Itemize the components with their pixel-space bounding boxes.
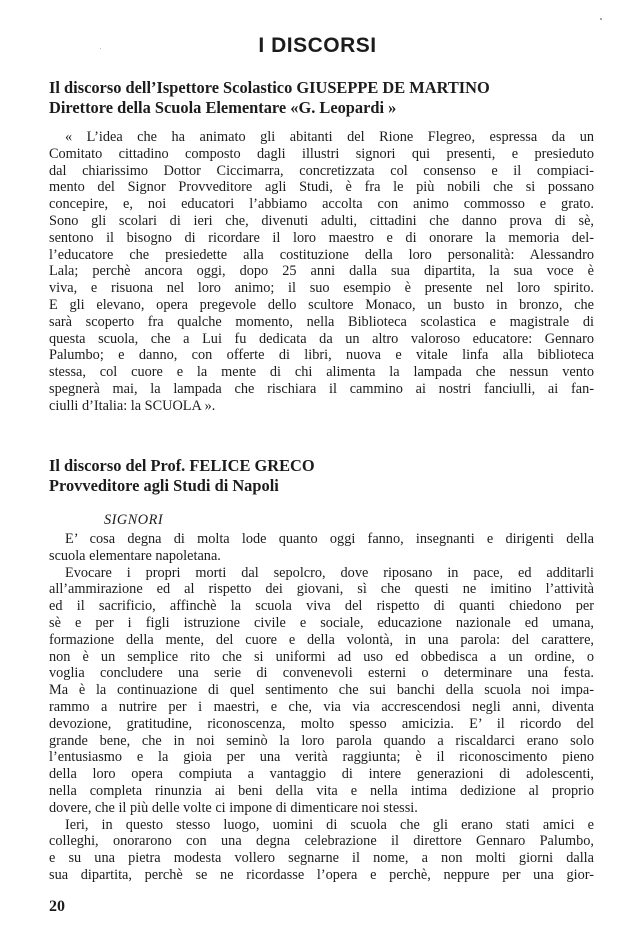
- section1-heading-line2: Direttore della Scuola Elementare «G. Leopardi »: [49, 98, 397, 117]
- paragraph-line: ciulli d’Italia: la SCUOLA ».: [49, 397, 216, 414]
- paragraph-line: voglia concludere una serie di convenevoli esterni o determinare una festa.: [49, 665, 594, 682]
- paragraph-line: viva, e risuona nel loro animo; il suo esempio è presente nel loro spirito.: [49, 280, 594, 297]
- salutation: SIGNORI: [104, 512, 164, 528]
- section2-body: [49, 531, 594, 884]
- paragraph-line: dal chiarissimo Dottor Ciccimarra, concretizzata col consenso e il compiaci-: [49, 162, 594, 179]
- scan-speck: [600, 18, 602, 20]
- paragraph-line: all’ammirazione ed al rispetto dei giovani, sì che questi ne imitino l’attività: [49, 581, 594, 598]
- section2-heading: [49, 456, 594, 496]
- paragraph-line: dovere, che il più delle volte ci impone di dimenticare noi stessi.: [49, 799, 418, 816]
- paragraph-line: Sono gli scolari di ieri che, divenuti adulti, cittadini che danno prova di sè,: [49, 212, 594, 229]
- paragraph-line: stessa, col cuore e la mente di chi alimenta la lampada che nessun vento: [49, 364, 594, 381]
- paragraph-line: Ieri, in questo stesso luogo, uomini di scuola che gli erano stati amici e: [65, 816, 594, 833]
- section1-body: [49, 129, 594, 415]
- paragraph-line: sentono il bisogno di ricordare il loro maestro e di onorare la memoria del-: [49, 229, 594, 246]
- page-number: 20: [49, 898, 65, 915]
- paragraph-line: sarà scoperto fra qualche momento, nella Biblioteca scolastica e magistrale di: [49, 313, 594, 330]
- paragraph-line: l’entusiasmo e la gioia per una verità raggiunta; è il riconoscimento pieno: [49, 749, 594, 766]
- paragraph-line: rammo a nutrire per i maestri, e che, via via accrescendosi negli anni, diventa: [49, 698, 594, 715]
- paragraph-line: formazione della mente, del cuore e della volontà, in una parola: del carattere,: [49, 631, 594, 648]
- paragraph-line: grande bene, che in noi seminò la loro parola quando a riscaldarci erano solo: [49, 732, 594, 749]
- paragraph-line: Palumbo; e danno, con offerte di libri, nuova e vitale linfa alla biblioteca: [49, 347, 594, 364]
- paragraph-line: sè e per i figli istruzione civile e sociale, educazione nazionale ed umana,: [49, 614, 594, 631]
- page-title: I DISCORSI: [258, 34, 377, 57]
- paragraph-line: scuola elementare napoletana.: [49, 547, 221, 564]
- paragraph-line: E’ cosa degna di molta lode quanto oggi fanno, insegnanti e dirigenti della: [65, 531, 594, 547]
- paragraph-line: e su una pietra modesta vollero segnarne il nome, a non molti giorni dalla: [49, 850, 594, 867]
- paragraph-line: non è un semplice rito che si uniformi ad uso ed obbedisca a un ordine, o: [49, 648, 594, 665]
- section2-heading-line1: Il discorso del Prof. FELICE GRECO: [49, 456, 315, 475]
- section1-heading: [49, 78, 594, 118]
- paragraph-line: devozione, gratitudine, riconoscenza, molto spesso amicizia. E’ il ricordo del: [49, 715, 594, 732]
- paragraph-line: della loro opera compiuta a vantaggio di intere generazioni di adolescenti,: [49, 766, 594, 783]
- section2-heading-line2: Provveditore agli Studi di Napoli: [49, 476, 279, 495]
- scan-speck: [100, 48, 101, 49]
- paragraph-line: mento del Signor Provveditore agli Studi, è fra le più nobili che si possano: [49, 179, 594, 196]
- section1-heading-line1: Il discorso dell’Ispettore Scolastico GIUSEPPE DE MARTINO: [49, 78, 490, 97]
- paragraph-line: Lala; perchè ancora oggi, dopo 25 anni dalla sua dipartita, la sua voce è: [49, 263, 594, 280]
- paragraph-line: l’educatore che presiedette alla costituzione della loro personalità: Alessandro: [49, 246, 594, 263]
- paragraph-line: sua dipartita, perchè se ne ricordasse l’opera e perchè, neppure per una gior-: [49, 866, 594, 883]
- paragraph-line: « L’idea che ha animato gli abitanti del Rione Flegreo, espressa da un: [65, 129, 594, 145]
- paragraph-line: Ma è la continuazione di quel sentimento che sui banchi della scuola noi impa-: [49, 682, 594, 699]
- paragraph-line: Evocare i propri morti dal sepolcro, dove riposano in pace, ed additarli: [65, 564, 594, 581]
- paragraph-line: questa scuola, che a Lui fu dedicata da un altro valoroso educatore: Gennaro: [49, 330, 594, 347]
- paragraph-line: nella completa rinunzia ai beni della vita e nella intima dedizione al proprio: [49, 782, 594, 799]
- paragraph-line: colleghi, onorarono con una degna celebrazione il direttore Gennaro Palumbo,: [49, 833, 594, 850]
- paragraph-line: ed il sacrificio, affinchè la scuola viva del rispetto di quanti chiedono per: [49, 598, 594, 615]
- paragraph-line: spegnerà mai, la lampada che rischiara il cammino ai nostri fanciulli, ai fan-: [49, 380, 594, 397]
- paragraph-line: concepire, e, noi educatori l’abbiamo accolta con animo commosso e grato.: [49, 196, 594, 213]
- paragraph-line: E gli elevano, opera pregevole dello scultore Monaco, un busto in bronzo, che: [49, 296, 594, 313]
- paragraph-line: Comitato cittadino composto dagli illustri signori qui presenti, e presieduto: [49, 145, 594, 162]
